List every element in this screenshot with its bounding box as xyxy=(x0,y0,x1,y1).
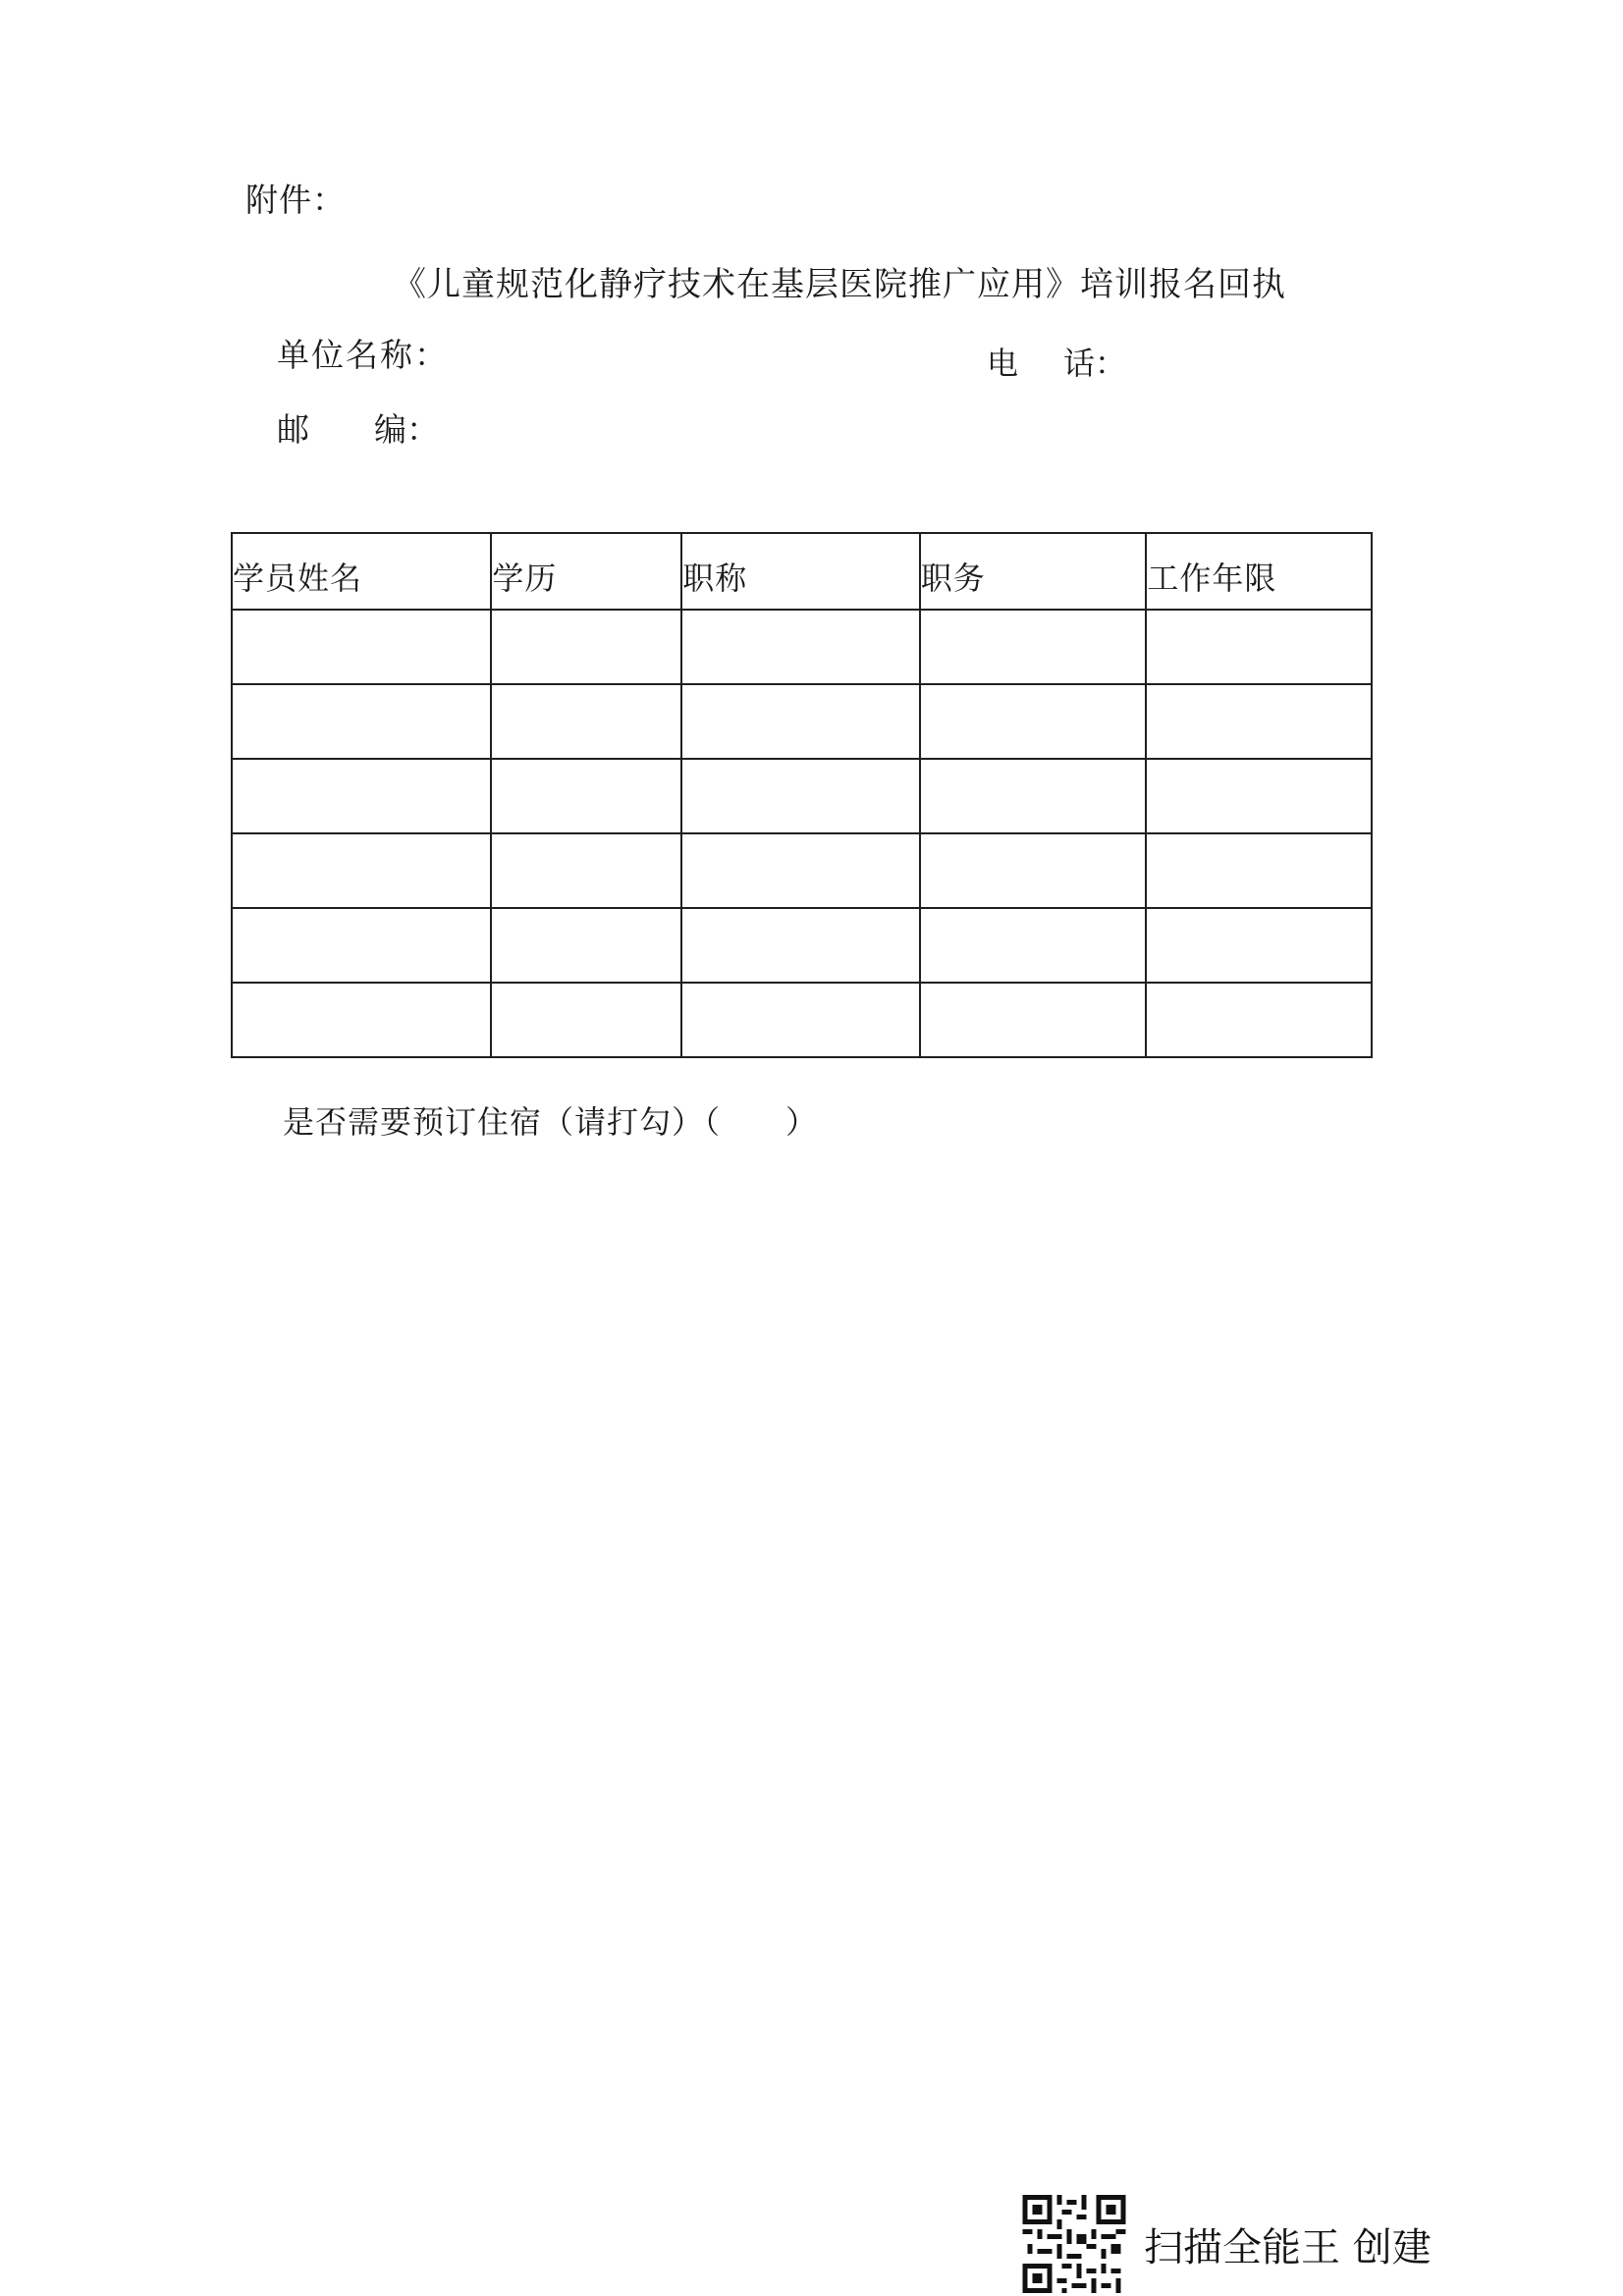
table-header-row xyxy=(232,533,1372,610)
table-cell xyxy=(232,833,491,908)
table-cell xyxy=(232,759,491,833)
table-cell xyxy=(681,759,920,833)
table-cell xyxy=(491,610,681,684)
table-row xyxy=(232,983,1372,1057)
table-cell xyxy=(1146,610,1372,684)
table-row xyxy=(232,908,1372,983)
table-cell xyxy=(232,908,491,983)
table-cell xyxy=(1146,833,1372,908)
header-title: 职称 xyxy=(681,533,920,610)
header-education: 学历 xyxy=(491,533,681,610)
table-cell xyxy=(920,908,1147,983)
qr-code-icon xyxy=(1022,2195,1126,2293)
table-cell xyxy=(491,684,681,759)
table-cell xyxy=(232,610,491,684)
table-cell xyxy=(232,684,491,759)
table-cell xyxy=(920,610,1147,684)
postcode-label-char-2: 编： xyxy=(374,410,439,449)
table-cell xyxy=(1146,908,1372,983)
table-cell xyxy=(1146,684,1372,759)
phone-label-char-1: 电 xyxy=(987,345,1019,382)
document-title: 《儿童规范化静疗技术在基层医院推广应用》培训报名回执 xyxy=(393,265,1286,304)
scanner-watermark-text: 扫描全能王 创建 xyxy=(1144,2225,1432,2270)
postcode-label-char-1: 邮 xyxy=(277,410,309,449)
table-cell xyxy=(681,908,920,983)
table-body xyxy=(232,610,1372,1057)
header-position: 职务 xyxy=(920,533,1147,610)
postcode-label xyxy=(277,404,439,451)
table-row xyxy=(232,610,1372,684)
table-cell xyxy=(681,983,920,1057)
table-cell xyxy=(491,983,681,1057)
table-cell xyxy=(920,759,1147,833)
table-cell xyxy=(681,610,920,684)
table-row xyxy=(232,684,1372,759)
phone-label xyxy=(987,339,1126,384)
table-cell xyxy=(1146,759,1372,833)
table-cell xyxy=(491,908,681,983)
table-cell xyxy=(920,833,1147,908)
header-student-name: 学员姓名 xyxy=(232,533,491,610)
registration-table xyxy=(231,532,1373,1058)
table-row xyxy=(232,759,1372,833)
phone-label-char-2: 话： xyxy=(1063,345,1127,382)
unit-name-label: 单位名称： xyxy=(277,336,449,374)
table-cell xyxy=(681,833,920,908)
header-work-years: 工作年限 xyxy=(1146,533,1372,610)
lodging-question: 是否需要预订住宿（请打勾）（ ） xyxy=(283,1103,819,1141)
table-cell xyxy=(1146,983,1372,1057)
table-cell xyxy=(491,759,681,833)
table-cell xyxy=(920,684,1147,759)
table-cell xyxy=(491,833,681,908)
table-row xyxy=(232,833,1372,908)
table-cell xyxy=(232,983,491,1057)
attachment-label: 附件： xyxy=(245,181,346,219)
table-cell xyxy=(681,684,920,759)
table-cell xyxy=(920,983,1147,1057)
